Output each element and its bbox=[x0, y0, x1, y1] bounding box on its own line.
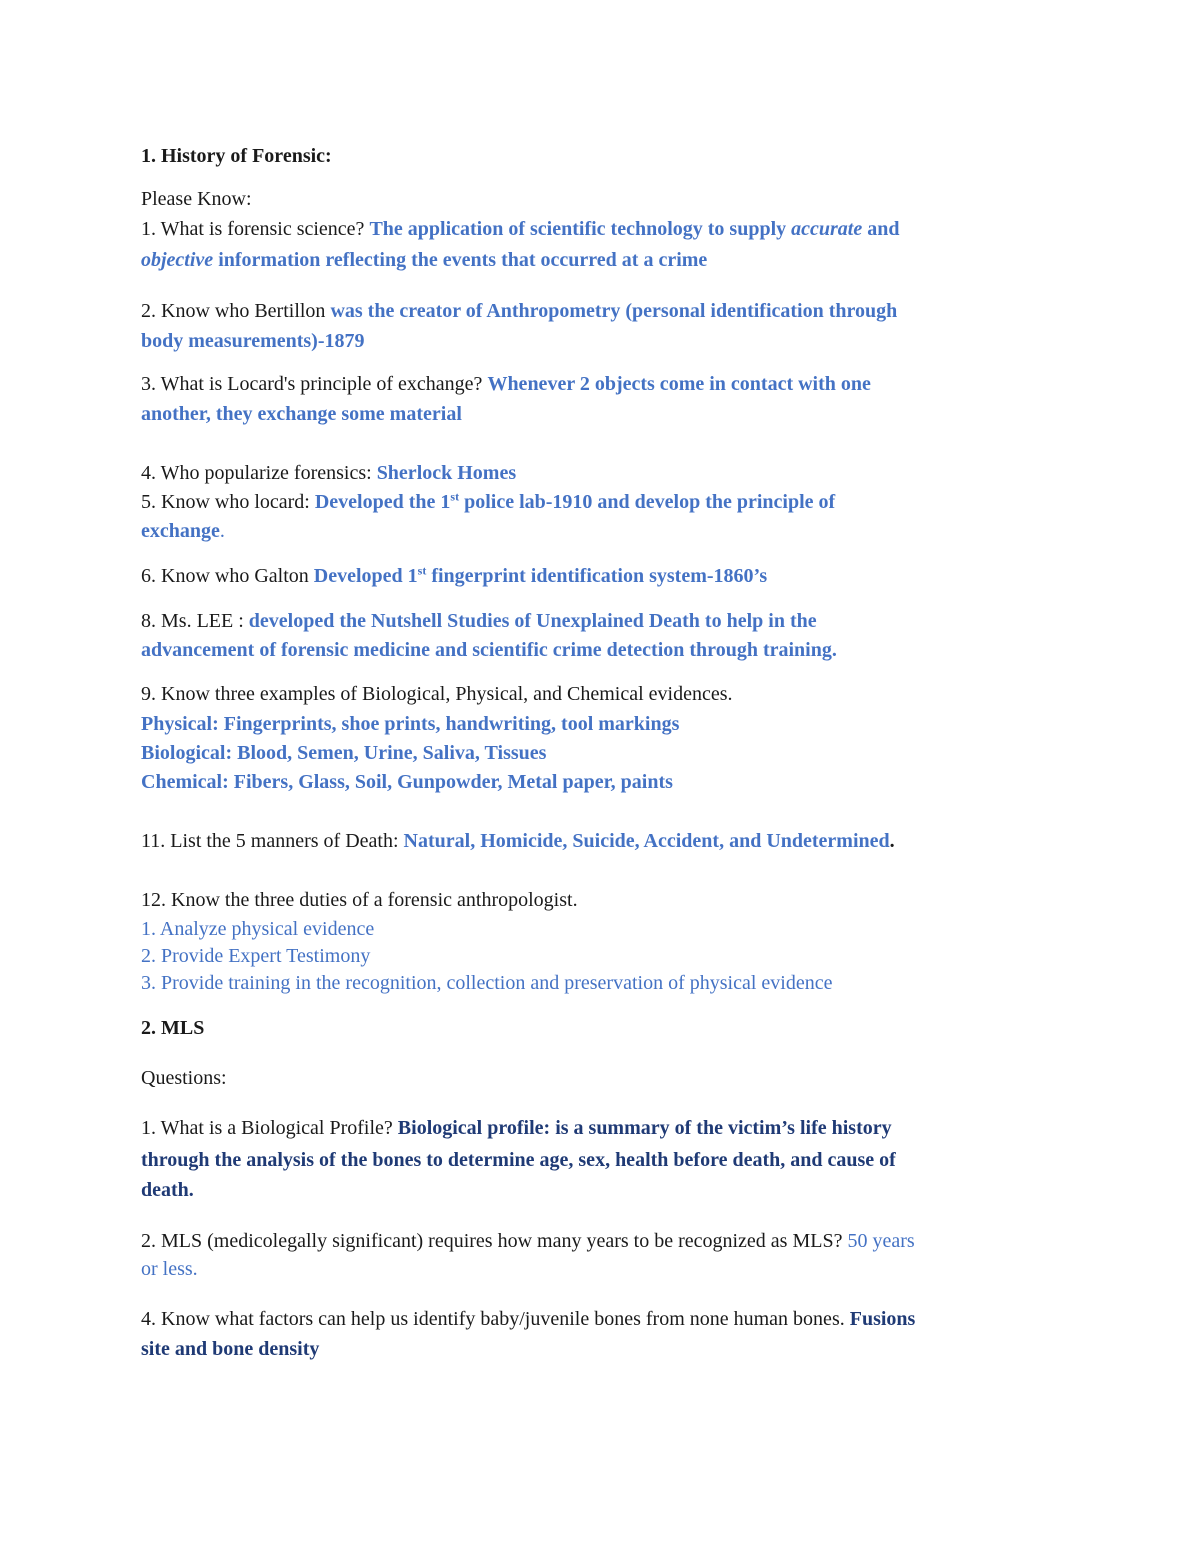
s2-q2-answer-a: 50 years bbox=[847, 1230, 915, 1252]
q3-line1 bbox=[141, 370, 871, 399]
q5-answer-b: police lab-1910 and develop the principle of bbox=[464, 491, 836, 513]
s2-q4-answer-b: site and bone density bbox=[141, 1338, 320, 1360]
q8-line1 bbox=[141, 607, 817, 636]
q8-answer-b: advancement of forensic medicine and scientific crime detection through training. bbox=[141, 639, 837, 661]
q1-answer-a: The application of scientific technology to supply bbox=[369, 218, 787, 240]
q2-line1 bbox=[141, 297, 897, 326]
q12-duty-3: 3. Provide training in the recognition, collection and preservation of physical evidence bbox=[141, 972, 833, 994]
q6-answer-sup: st bbox=[417, 563, 427, 578]
q6-answer-a: Developed 1 bbox=[313, 565, 418, 587]
s2-q4-answer-a: Fusions bbox=[849, 1308, 916, 1330]
section1-title: 1. History of Forensic: bbox=[141, 145, 332, 167]
q8-answer-a: developed the Nutshell Studies of Unexplained Death to help in the bbox=[248, 610, 817, 632]
q1-answer-c: information reflecting the events that occurred at a crime bbox=[218, 249, 708, 271]
q9-physical: Physical: Fingerprints, shoe prints, handwriting, tool markings bbox=[141, 713, 680, 735]
s2-q4-line1 bbox=[141, 1305, 915, 1334]
q11-line bbox=[141, 827, 895, 856]
q12-duty-2: 2. Provide Expert Testimony bbox=[141, 945, 371, 967]
q5-answer-c: exchange bbox=[141, 520, 220, 542]
q9-chemical: Chemical: Fibers, Glass, Soil, Gunpowder, Metal paper, paints bbox=[141, 771, 673, 793]
s2-q1-answer-b: through the analysis of the bones to determine age, sex, health before death, and cause of bbox=[141, 1149, 896, 1171]
q5-question: 5. Know who locard: bbox=[141, 491, 310, 513]
q2-question: 2. Know who Bertillon bbox=[141, 300, 326, 322]
q6-question: 6. Know who Galton bbox=[141, 565, 309, 587]
q4-question: 4. Who popularize forensics: bbox=[141, 462, 372, 484]
q1-line2 bbox=[141, 246, 707, 275]
q5-line1 bbox=[141, 488, 835, 517]
q5-answer-a: Developed the 1 bbox=[314, 491, 451, 513]
q5-answer-end: . bbox=[219, 520, 225, 542]
q5-answer-sup: st bbox=[450, 489, 460, 504]
q3-answer-a: Whenever 2 objects come in contact with one bbox=[487, 373, 871, 395]
section1-intro: Please Know: bbox=[141, 188, 252, 210]
q3-answer-b: another, they exchange some material bbox=[141, 403, 462, 425]
q9-question: 9. Know three examples of Biological, Physical, and Chemical evidences. bbox=[141, 683, 733, 705]
q8-question: 8. Ms. LEE : bbox=[141, 610, 244, 632]
q6-line bbox=[141, 562, 767, 591]
s2-q2-question: 2. MLS (medicolegally significant) requires how many years to be recognized as MLS? bbox=[141, 1230, 843, 1252]
s2-q1-line1 bbox=[141, 1114, 892, 1143]
q1-answer-em1: accurate bbox=[791, 218, 863, 240]
q6-answer-b: fingerprint identification system-1860’s bbox=[431, 565, 768, 587]
q2-answer-b: body measurements)-1879 bbox=[141, 330, 365, 352]
q9-biological: Biological: Blood, Semen, Urine, Saliva, Tissues bbox=[141, 742, 547, 764]
s2-q2-answer-b: or less. bbox=[141, 1258, 198, 1280]
s2-q4-question: 4. Know what factors can help us identify baby/juvenile bones from none human bones. bbox=[141, 1308, 845, 1330]
q5-line2 bbox=[141, 517, 225, 546]
s2-q2-line1 bbox=[141, 1227, 915, 1256]
q11-question: 11. List the 5 manners of Death: bbox=[141, 830, 399, 852]
q11-answer-end: . bbox=[889, 830, 895, 852]
q12-question: 12. Know the three duties of a forensic anthropologist. bbox=[141, 889, 578, 911]
s2-q1-answer-c: death. bbox=[141, 1179, 194, 1201]
q11-answer: Natural, Homicide, Suicide, Accident, and Undetermined bbox=[403, 830, 890, 852]
q4-line bbox=[141, 459, 516, 488]
section2-intro: Questions: bbox=[141, 1067, 227, 1089]
q1-line1 bbox=[141, 215, 899, 244]
s2-q1-question: 1. What is a Biological Profile? bbox=[141, 1117, 393, 1139]
s2-q1-answer-a: Biological profile: is a summary of the victim’s life history bbox=[397, 1117, 892, 1139]
q1-question: 1. What is forensic science? bbox=[141, 218, 365, 240]
q4-answer: Sherlock Homes bbox=[376, 462, 517, 484]
section2-title: 2. MLS bbox=[141, 1017, 205, 1039]
q12-duty-1: 1. Analyze physical evidence bbox=[141, 918, 375, 940]
q1-answer-b: and bbox=[867, 218, 900, 240]
q3-question: 3. What is Locard's principle of exchange? bbox=[141, 373, 483, 395]
q2-answer-a: was the creator of Anthropometry (personal identification through bbox=[330, 300, 898, 322]
q1-answer-em2: objective bbox=[141, 249, 214, 271]
